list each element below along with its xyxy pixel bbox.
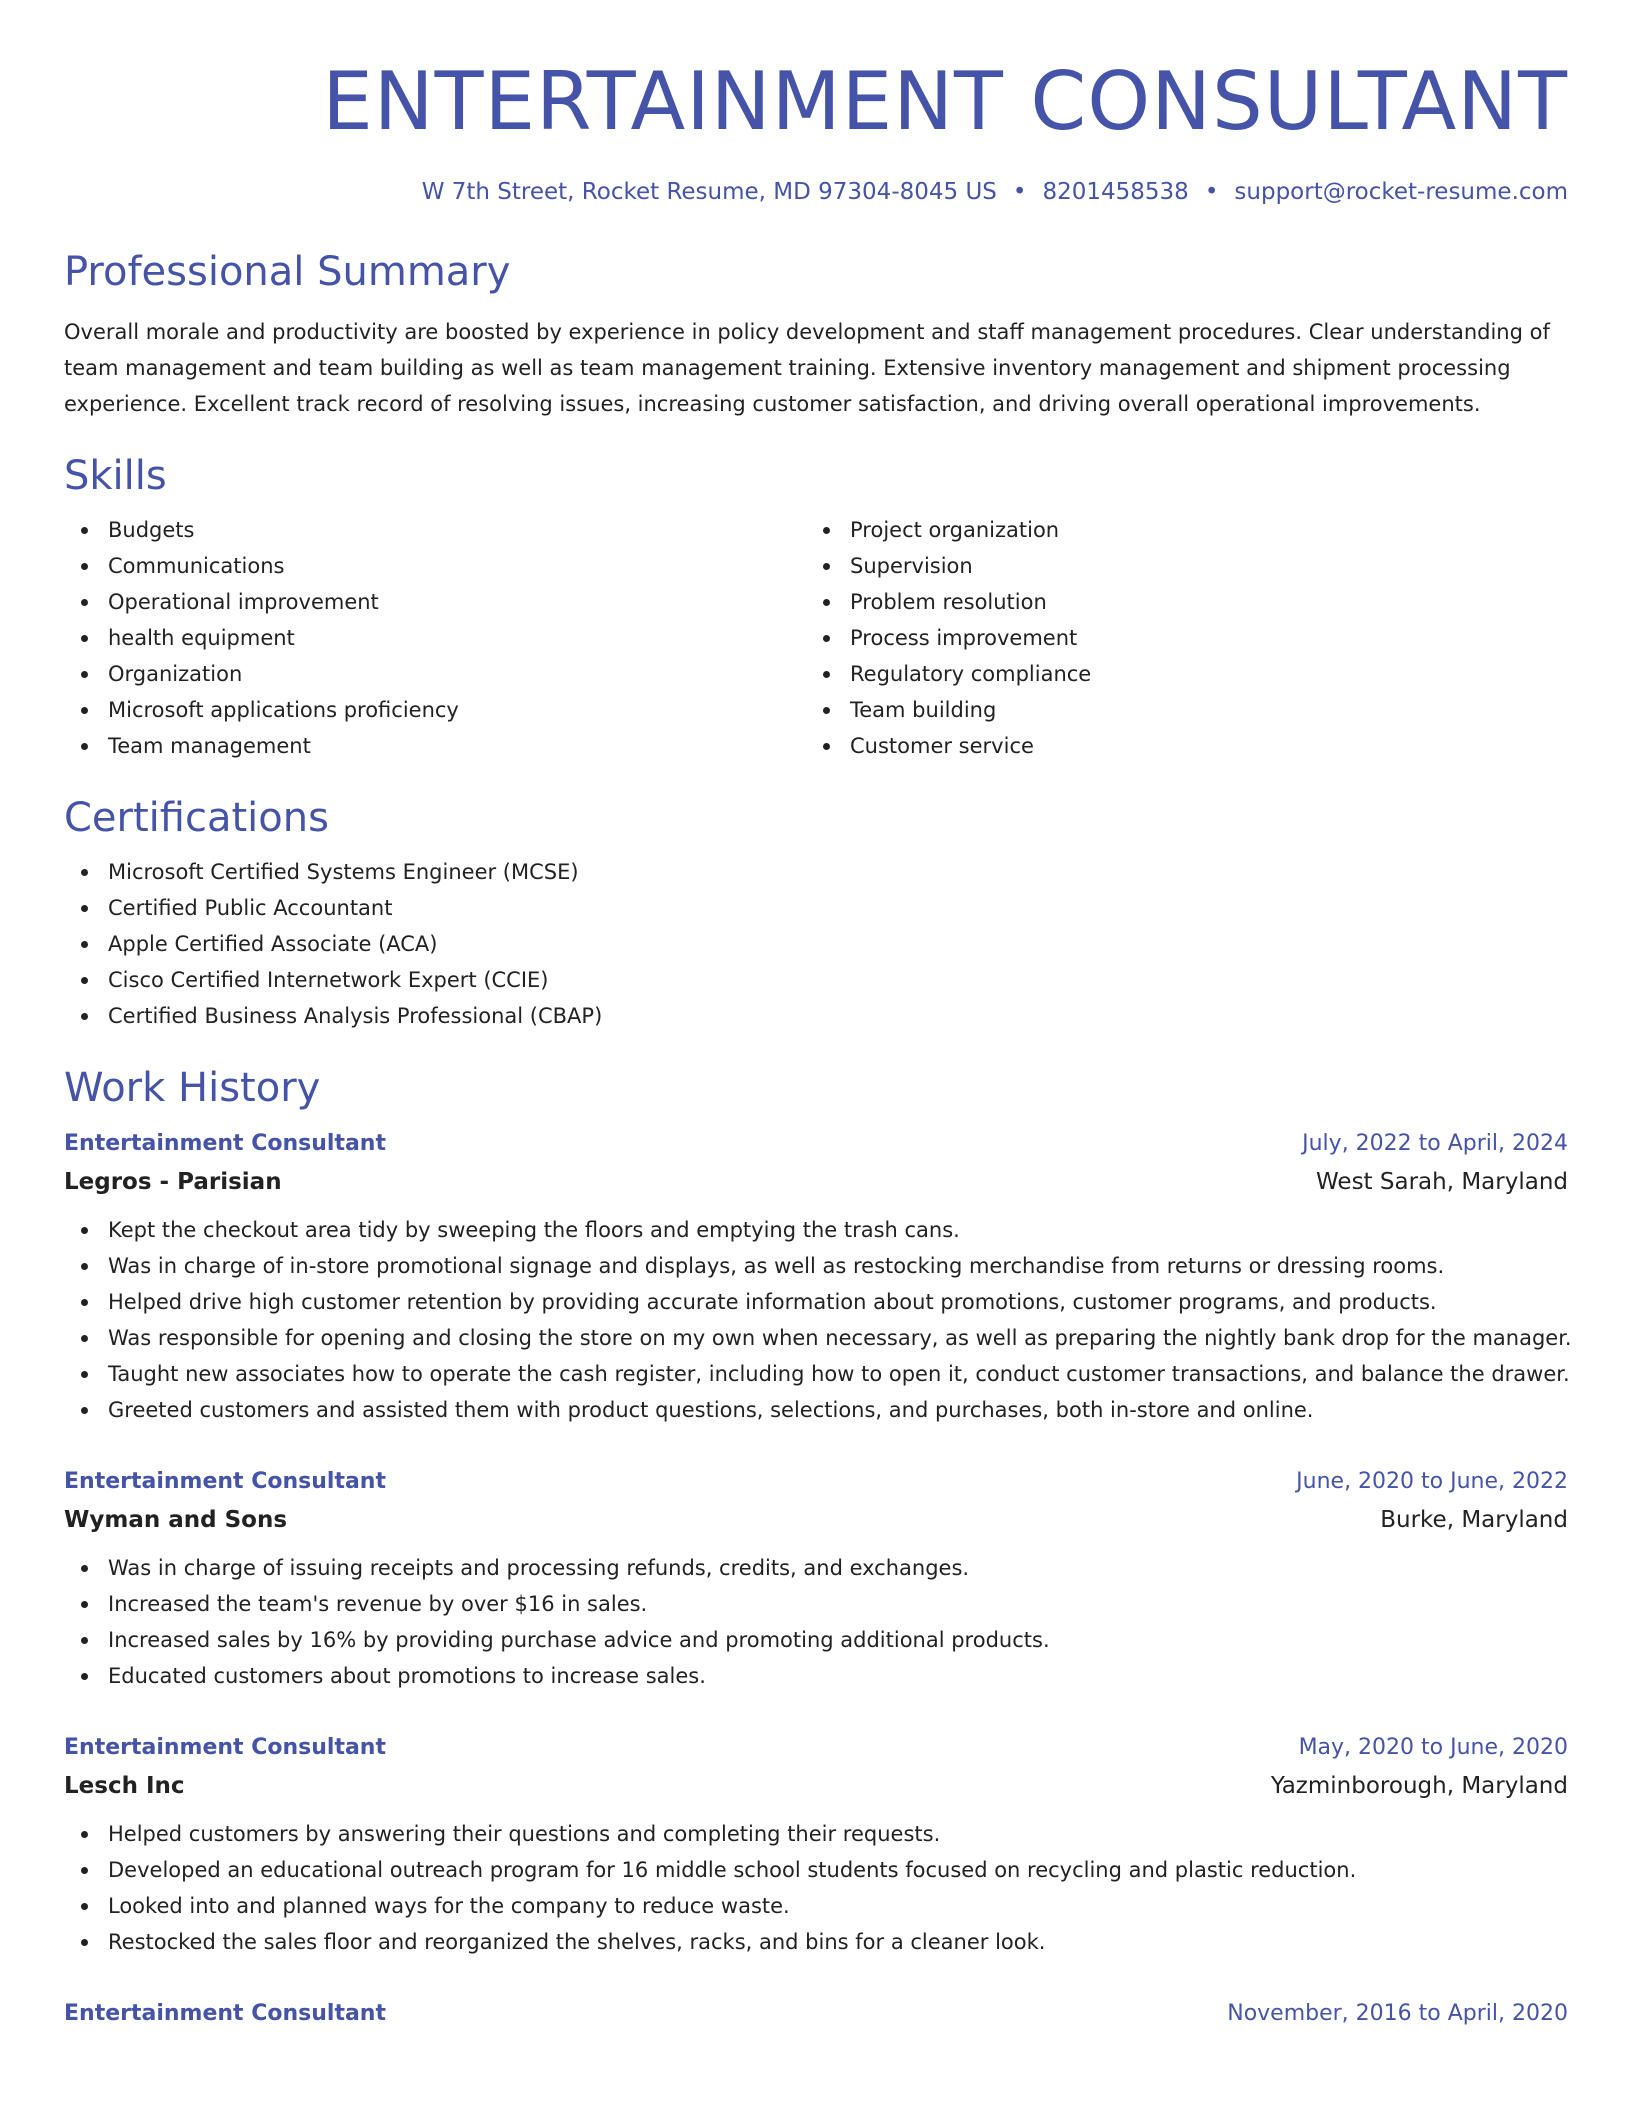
skill-item: Regulatory compliance (806, 656, 1548, 692)
skill-item: Budgets (64, 512, 806, 548)
job-entry (64, 1126, 1572, 1428)
skill-item: health equipment (64, 620, 806, 656)
job-bullets (64, 1816, 1568, 1960)
job-bullet: Developed an educational outreach program for 16 middle school students focused on recycling and plastic reduction. (64, 1852, 1568, 1888)
job-title: Entertainment Consultant (64, 2001, 386, 2026)
certification-item: Microsoft Certified Systems Engineer (MCSE) (64, 854, 1568, 890)
job-dates: May, 2020 to June, 2020 (1298, 1735, 1568, 1760)
job-location: West Sarah, Maryland (1316, 1169, 1568, 1195)
job-bullets (64, 1550, 1568, 1694)
job-bullet: Was responsible for opening and closing the store on my own when necessary, as well as preparing the nightly bank drop for the manager. (64, 1320, 1568, 1356)
job-location: Burke, Maryland (1380, 1507, 1568, 1533)
job-bullet: Increased the team's revenue by over $16 in sales. (64, 1586, 1568, 1622)
contact-phone: 8201458538 (1042, 179, 1189, 205)
job-entry (64, 1996, 1568, 2032)
job-dates: July, 2022 to April, 2024 (1302, 1131, 1568, 1156)
job-title: Entertainment Consultant (64, 1131, 386, 1156)
skill-item: Supervision (806, 548, 1548, 584)
job-company: Lesch Inc (64, 1773, 185, 1799)
work-history-heading: Work History (64, 1065, 321, 1111)
resume-name: ENTERTAINMENT CONSULTANT (322, 55, 1568, 148)
skills-columns (64, 512, 1568, 764)
job-entry (64, 1464, 1568, 1694)
summary-heading: Professional Summary (64, 249, 511, 295)
skill-item: Team building (806, 692, 1548, 728)
contact-email: support@rocket-resume.com (1234, 179, 1568, 205)
skill-item: Communications (64, 548, 806, 584)
job-dates: November, 2016 to April, 2020 (1227, 2001, 1568, 2026)
certification-item: Certified Public Accountant (64, 890, 1568, 926)
job-bullet: Kept the checkout area tidy by sweeping the floors and emptying the trash cans. (64, 1212, 1568, 1248)
resume-page (64, 0, 1572, 2032)
contact-line (64, 176, 1568, 208)
skill-item: Process improvement (806, 620, 1548, 656)
job-bullets (64, 1212, 1572, 1428)
job-bullet: Greeted customers and assisted them with product questions, selections, and purchases, both in-store and online. (64, 1392, 1568, 1428)
skill-item: Problem resolution (806, 584, 1548, 620)
job-title-row (64, 1464, 1568, 1500)
skills-list-right (806, 512, 1548, 764)
job-company-row (64, 1766, 1568, 1806)
skills-heading: Skills (64, 453, 167, 499)
job-bullet: Looked into and planned ways for the company to reduce waste. (64, 1888, 1568, 1924)
job-bullet: Helped customers by answering their questions and completing their requests. (64, 1816, 1568, 1852)
job-entry (64, 1730, 1568, 1960)
job-dates: June, 2020 to June, 2022 (1296, 1469, 1568, 1494)
summary-text: Overall morale and productivity are boosted by experience in policy development and staff management procedures. Clear understanding of team management and team building as well as team management training. Extensive inventory management and shipment processing experience. Excellent track record of resolving issues, increasing customer satisfaction, and driving overall operational improvements. (64, 320, 1550, 416)
job-bullet: Helped drive high customer retention by providing accurate information about promotions, customer programs, and products. (64, 1284, 1568, 1320)
job-company: Legros - Parisian (64, 1169, 282, 1195)
skill-item: Customer service (806, 728, 1548, 764)
skill-item: Project organization (806, 512, 1548, 548)
job-bullet: Was in charge of in-store promotional signage and displays, as well as restocking merchandise from returns or dressing rooms. (64, 1248, 1568, 1284)
job-title: Entertainment Consultant (64, 1735, 386, 1760)
skill-item: Organization (64, 656, 806, 692)
contact-address: W 7th Street, Rocket Resume, MD 97304-8045 US (421, 179, 997, 205)
job-company-row (64, 1162, 1568, 1202)
job-location: Yazminborough, Maryland (1270, 1773, 1568, 1799)
certifications-list (64, 854, 1568, 1034)
contact-separator: • (1204, 179, 1219, 205)
job-bullet: Restocked the sales floor and reorganized the shelves, racks, and bins for a cleaner look. (64, 1924, 1568, 1960)
job-title: Entertainment Consultant (64, 1469, 386, 1494)
certification-item: Cisco Certified Internetwork Expert (CCIE) (64, 962, 1568, 998)
skill-item: Microsoft applications proficiency (64, 692, 806, 728)
certification-item: Apple Certified Associate (ACA) (64, 926, 1568, 962)
job-bullet: Increased sales by 16% by providing purchase advice and promoting additional products. (64, 1622, 1568, 1658)
skills-list-left (64, 512, 806, 764)
contact-separator: • (1012, 179, 1027, 205)
job-bullet: Was in charge of issuing receipts and processing refunds, credits, and exchanges. (64, 1550, 1568, 1586)
resume-header (64, 0, 1568, 208)
skill-item: Operational improvement (64, 584, 806, 620)
certifications-heading: Certifications (64, 795, 329, 841)
job-company-row (64, 1500, 1568, 1540)
job-title-row (64, 1126, 1568, 1162)
job-title-row (64, 1996, 1568, 2032)
skill-item: Team management (64, 728, 806, 764)
certification-item: Certified Business Analysis Professional (CBAP) (64, 998, 1568, 1034)
job-bullet: Taught new associates how to operate the cash register, including how to open it, conduct customer transactions, and balance the drawer. (64, 1356, 1568, 1392)
job-bullet: Educated customers about promotions to increase sales. (64, 1658, 1568, 1694)
job-title-row (64, 1730, 1568, 1766)
job-company: Wyman and Sons (64, 1507, 288, 1533)
